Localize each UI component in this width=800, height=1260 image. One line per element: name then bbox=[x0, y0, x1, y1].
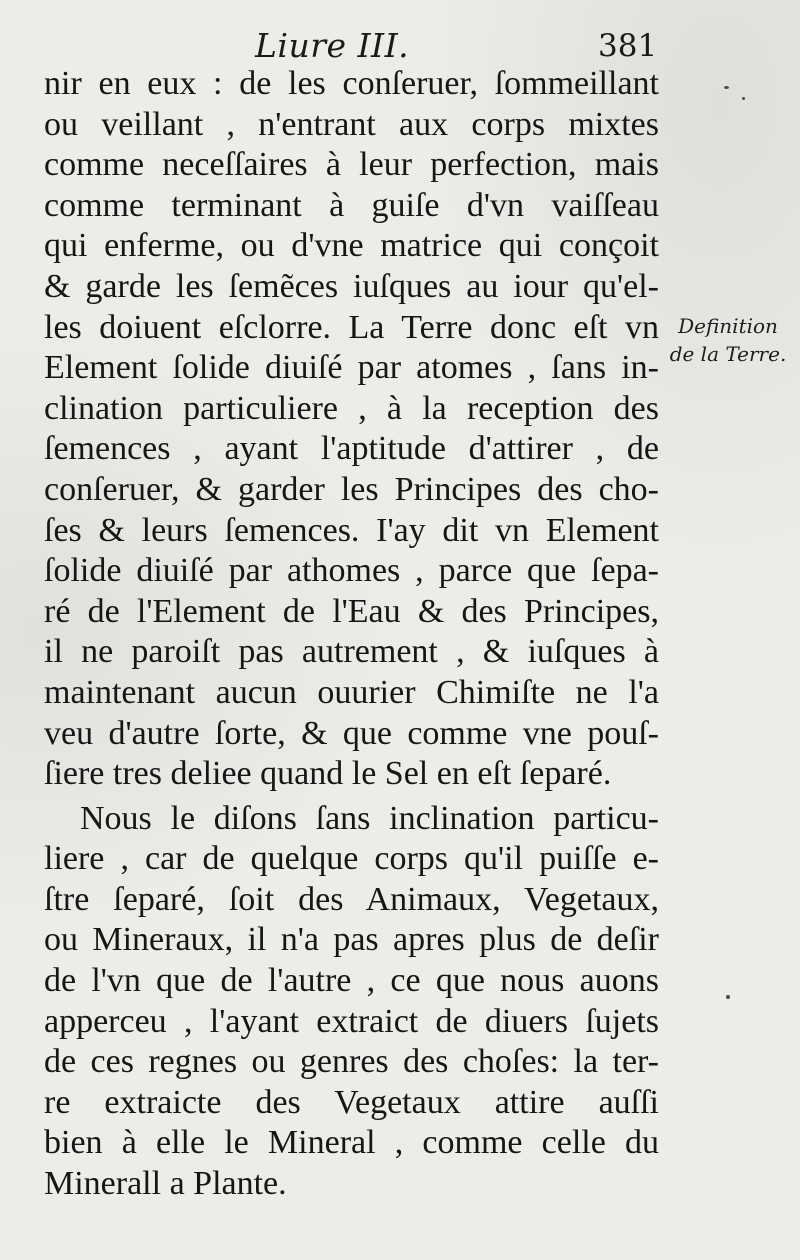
text-line: Minerall a Plante. bbox=[44, 1165, 287, 1203]
text-line: ou Mineraux, il n'a pas apres plus de deſir bbox=[44, 921, 659, 959]
text-line: apperceu , l'ayant extraict de diuers ſujets bbox=[44, 1002, 659, 1040]
text-line: bien à elle le Mineral , comme celle du bbox=[44, 1124, 659, 1162]
text-line: ſolide diuiſé par athomes , parce que ſepa- bbox=[44, 552, 659, 590]
text-line: de ces regnes ou genres des choſes: la ter- bbox=[44, 1043, 659, 1081]
margin-note-line: Definition bbox=[678, 314, 778, 338]
text-line: Nous le diſons ſans inclination particu- bbox=[80, 799, 659, 837]
running-head bbox=[0, 22, 800, 66]
text-line: ſiere tres deliee quand le Sel en eſt ſeparé. bbox=[44, 755, 612, 793]
text-line: qui enferme, ou d'vne matrice qui conçoit bbox=[44, 227, 659, 265]
text-line: comme terminant à guiſe d'vn vaiſſeau bbox=[44, 186, 659, 224]
body-text bbox=[44, 64, 659, 1205]
paper-speck bbox=[726, 995, 730, 999]
text-line: ſemences , ayant l'aptitude d'attirer , de bbox=[44, 430, 659, 468]
text-line: clination particuliere , à la reception des bbox=[44, 389, 659, 427]
page-number: 381 bbox=[598, 28, 658, 64]
text-line: ou veillant , n'entrant aux corps mixtes bbox=[44, 105, 659, 143]
text-line: ſtre ſeparé, ſoit des Animaux, Vegetaux, bbox=[44, 880, 659, 918]
text-line: Element ſolide diuiſé par atomes , ſans in- bbox=[44, 349, 659, 387]
paragraph-1 bbox=[44, 64, 659, 795]
text-line: nir en eux : de les conſeruer, ſommeillant bbox=[44, 65, 659, 102]
text-line: ſes & leurs ſemences. I'ay dit vn Element bbox=[44, 511, 659, 549]
text-line: conſeruer, & garder les Principes des cho- bbox=[44, 470, 659, 508]
margin-note bbox=[662, 312, 794, 368]
margin-note-line: de la Terre. bbox=[669, 342, 787, 366]
text-line: re extraicte des Vegetaux attire auſſi bbox=[44, 1083, 659, 1121]
text-line: maintenant aucun ouurier Chimiſte ne l'a bbox=[44, 673, 659, 711]
text-line: les doiuent eſclorre. La Terre donc eſt vn bbox=[44, 308, 659, 346]
paper-speck bbox=[724, 86, 729, 89]
text-line: veu d'autre ſorte, & que comme vne pouſ- bbox=[44, 714, 659, 752]
text-line: il ne paroiſt pas autrement , & iuſques à bbox=[44, 633, 659, 671]
text-line: & garde les ſemẽces iuſques au iour qu'el- bbox=[44, 267, 659, 305]
paper-speck bbox=[742, 97, 745, 100]
text-line: comme neceſſaires à leur perfection, mais bbox=[44, 146, 659, 184]
text-line: de l'vn que de l'autre , ce que nous auons bbox=[44, 962, 659, 1000]
running-title: Liure III. bbox=[255, 26, 410, 65]
paragraph-2 bbox=[44, 799, 659, 1205]
text-line: liere , car de quelque corps qu'il puiſſe e- bbox=[44, 840, 659, 878]
text-line: ré de l'Element de l'Eau & des Principes, bbox=[44, 592, 659, 630]
